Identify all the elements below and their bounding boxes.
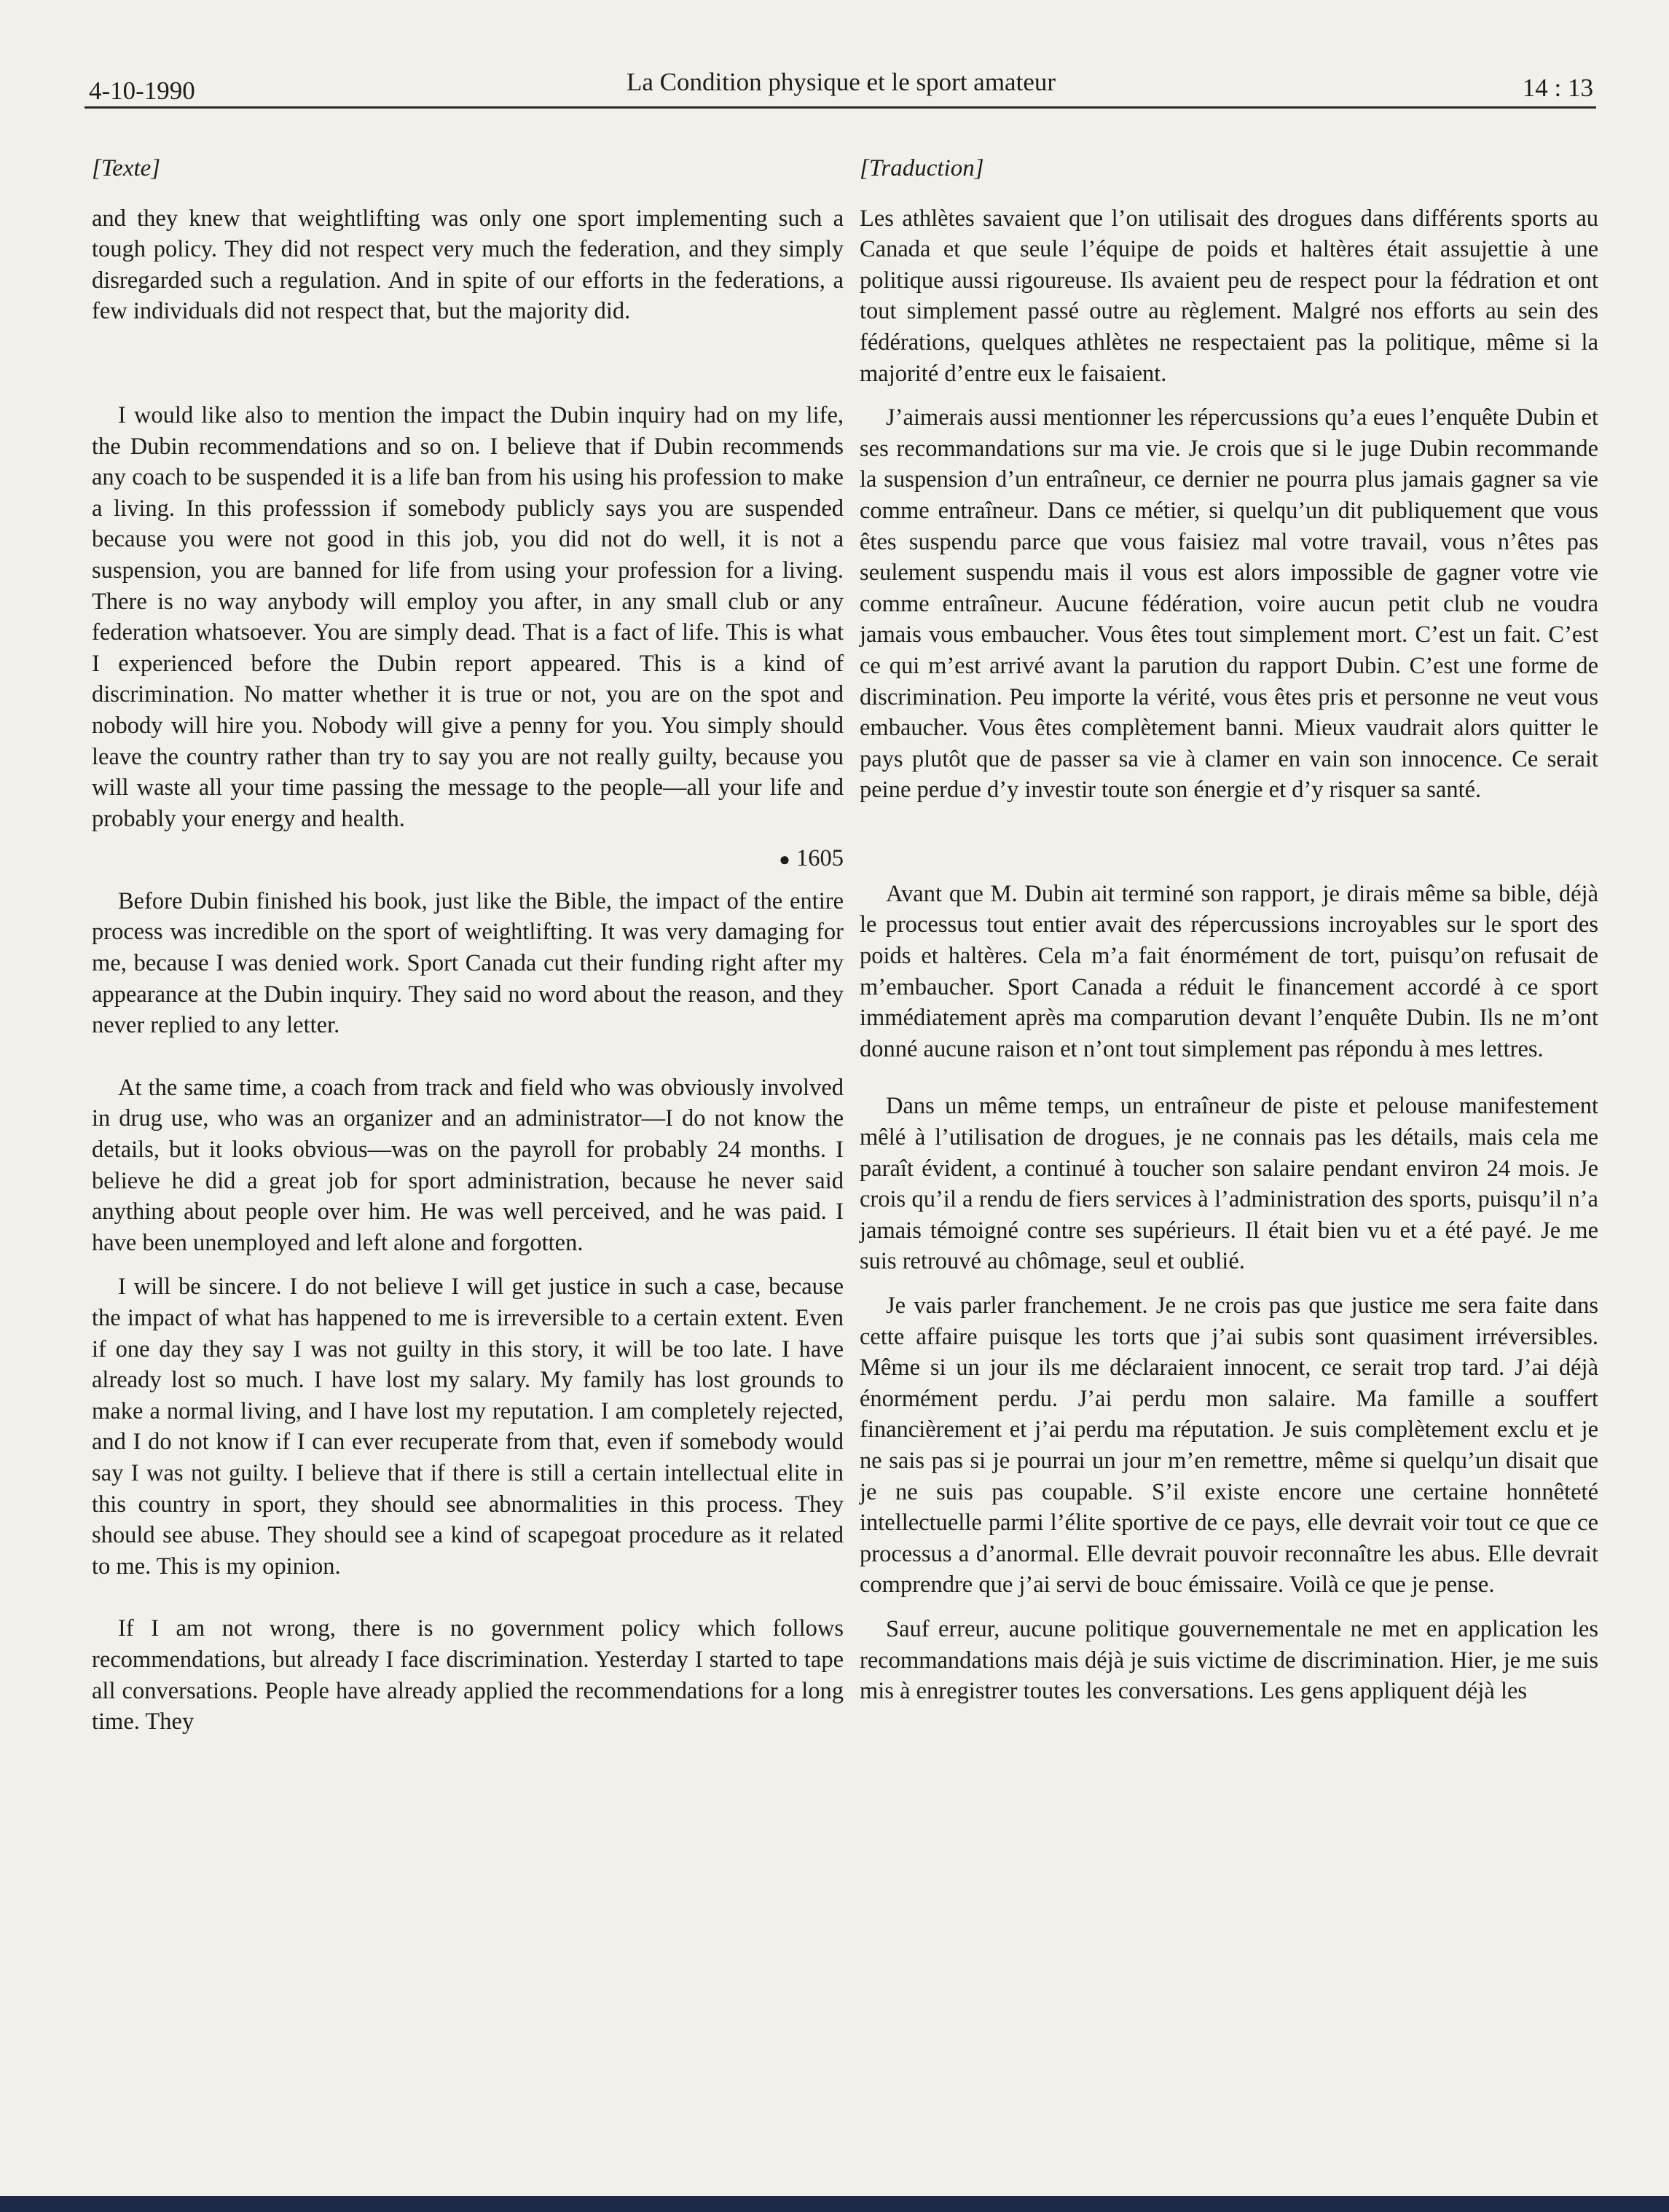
french-column — [860, 153, 1598, 1707]
paragraph: Sauf erreur, aucune politique gouvernementale ne met en application les recommandations mais déjà je suis victime de discrimination. Hier, je me suis mis à enregistrer toutes les conversations. Les gens appliquent déjà les — [860, 1615, 1598, 1705]
paragraph: I will be sincere. I do not believe I will get justice in such a case, because the impact of what has happened to me is irreversible to a certain extent. Even if one day they say I was not guilty in this story, it will be too late. I have already lost so much. I have lost my salary. My family has lost grounds to make a normal living, and I have lost my reputation. I am completely rejected, and I do not know if I can ever recuperate from that, even if somebody would say I was not guilty. I believe that if there is still a certain intellectual elite in this country in sport, they should see abnormalities in this process. They should see abuse. They should see a kind of scapegoat procedure as it related to me. This is my opinion. — [92, 1274, 844, 1580]
scan-edge-band — [0, 2196, 1669, 2212]
header-page-number: 14 : 13 — [1522, 74, 1593, 102]
paragraph: If I am not wrong, there is no government policy which follows recommendations, but already I face discrimination. Yesterday I started to tape all conversations. People have already applied the recommendations for a long time. They — [92, 1615, 844, 1736]
time-marker-text: 1605 — [796, 845, 844, 872]
bullet-icon: ● — [779, 849, 790, 871]
column-label-traduction: [Traduction] — [860, 155, 984, 181]
paragraph: Les athlètes savaient que l’on utilisait des drogues dans différents sports au Canada et que seule l’équipe de poids et haltères était assujettie à une politique aussi rigoureuse. Ils avaient peu de respect pour la fédration et ont tout simplement passé outre au règlement. Malgré nos efforts au sein des fédérations, quelques athlètes ne respectaient pas la politique, même si la majorité d’entre eux le faisaient. — [860, 205, 1598, 387]
paragraph: Avant que M. Dubin ait terminé son rapport, je dirais même sa bible, déjà le processus tout entier avait des répercussions incroyables sur le sport des poids et haltères. Cela m’a fait énormément de tort, puisqu’on refusait de m’embaucher. Sport Canada a réduit le financement accordé à ce sport immédiatement après ma comparution devant l’enquête Dubin. Ils ne m’ont donné aucune raison et n’ont tout simplement pas répondu à mes lettres. — [860, 880, 1598, 1062]
paragraph: I would like also to mention the impact the Dubin inquiry had on my life, the Dubin recommendations and so on. I believe that if Dubin recommends any coach to be suspended it is a life ban from his using his profession to make a living. In this professsion if somebody publicly says you are suspended because you were not good in this job, you did not do well, it is not a suspension, you are banned for life from using your profession for a living. There is no way anybody will employ you after, in any small club or any federation whatsoever. You are simply dead. That is a fact of life. This is what I experienced before the Dubin report appeared. This is a kind of discrimination. No matter whether it is true or not, you are on the spot and nobody will hire you. Nobody will give a penny for you. You simply should leave the country rather than try to say you are not really guilty, because you will waste all your time passing the message to the people—all your life and probably your energy and health. — [92, 401, 844, 832]
time-marker — [92, 843, 844, 876]
header-title: La Condition physique et le sport amateur — [626, 68, 1056, 96]
running-header — [89, 64, 1593, 108]
paragraph: and they knew that weightlifting was only one sport implementing such a tough policy. They did not respect very much the federation, and they simply disregarded such a regulation. And in spite of our efforts in the federations, a few individuals did not respect that, but the majority did. — [92, 205, 844, 325]
column-label-texte: [Texte] — [92, 155, 161, 181]
header-rule — [85, 106, 1596, 109]
paragraph: At the same time, a coach from track and field who was obviously involved in drug use, who was an organizer and an administrator—I do not know the details, but it looks obvious—was on the payroll for probably 24 months. I believe he did a great job for sport administration, because he never said anything about people over him. He was well perceived, and he was paid. I have been unemployed and left alone and forgotten. — [92, 1074, 844, 1256]
paragraph: Je vais parler franchement. Je ne crois pas que justice me sera faite dans cette affaire puisque les torts que j’ai subis sont quasiment irréversibles. Même si un jour ils me déclaraient innocent, ce serait trop tard. J’ai déjà énormément perdu. J’ai perdu mon salaire. Ma famille a souffert financièrement et j’ai perdu ma réputation. Je suis complètement exclu et je ne sais pas si je pourrai un jour m’en remettre, même si quelqu’un disait que je ne suis pas coupable. S’il existe encore une certaine honnêteté intellectuelle parmi l’élite sportive de ce pays, elle devrait voir tout ce que ce processus a d’anormal. Elle devrait pouvoir reconnaître les abus. Elle devrait comprendre que j’ai servi de bouc émissaire. Voilà ce que je pense. — [860, 1293, 1598, 1599]
paragraph: Dans un même temps, un entraîneur de piste et pelouse manifestement mêlé à l’utilisation de drogues, je ne connais pas les détails, mais cela me paraît évident, a continué à toucher son salaire pendant environ 24 mois. Je crois qu’il a rendu de fiers services à l’administration des sports, puisqu’il n’a jamais témoigné contre ses supérieurs. Il était bien vu et a été payé. Je me suis retrouvé au chômage, seul et oublié. — [860, 1093, 1598, 1275]
paragraph: J’aimerais aussi mentionner les répercussions qu’a eues l’enquête Dubin et ses recommandations sur ma vie. Je crois que si le juge Dubin recommande la suspension d’un entraîneur, ce dernier ne pourra plus jamais gagner sa vie comme entraîneur. Dans ce métier, si quelqu’un dit publiquement que vous êtes suspendu parce que vous faisiez mal votre travail, vous n’êtes pas seulement suspendu mais il vous est alors impossible de gagner votre vie comme entraîneur. Aucune fédération, voire aucun petit club ne voudra jamais vous embaucher. Vous êtes tout simplement mort. C’est un fait. C’est ce qui m’est arrivé avant la parution du rapport Dubin. C’est une forme de discrimination. Peu importe la vérité, vous êtes pris et personne ne veut vous embaucher. Vous êtes complètement banni. Mieux vaudrait alors quitter le pays plutôt que de passer sa vie à clamer en vain son innocence. Ce serait peine perdue d’y investir toute son énergie et d’y risquer sa santé. — [860, 404, 1598, 804]
paragraph: Before Dubin finished his book, just like the Bible, the impact of the entire process was incredible on the sport of weightlifting. It was very damaging for me, because I was denied work. Sport Canada cut their funding right after my appearance at the Dubin inquiry. They said no word about the reason, and they never replied to any letter. — [92, 887, 844, 1039]
english-column — [92, 153, 844, 1738]
header-date: 4-10-1990 — [89, 77, 195, 105]
